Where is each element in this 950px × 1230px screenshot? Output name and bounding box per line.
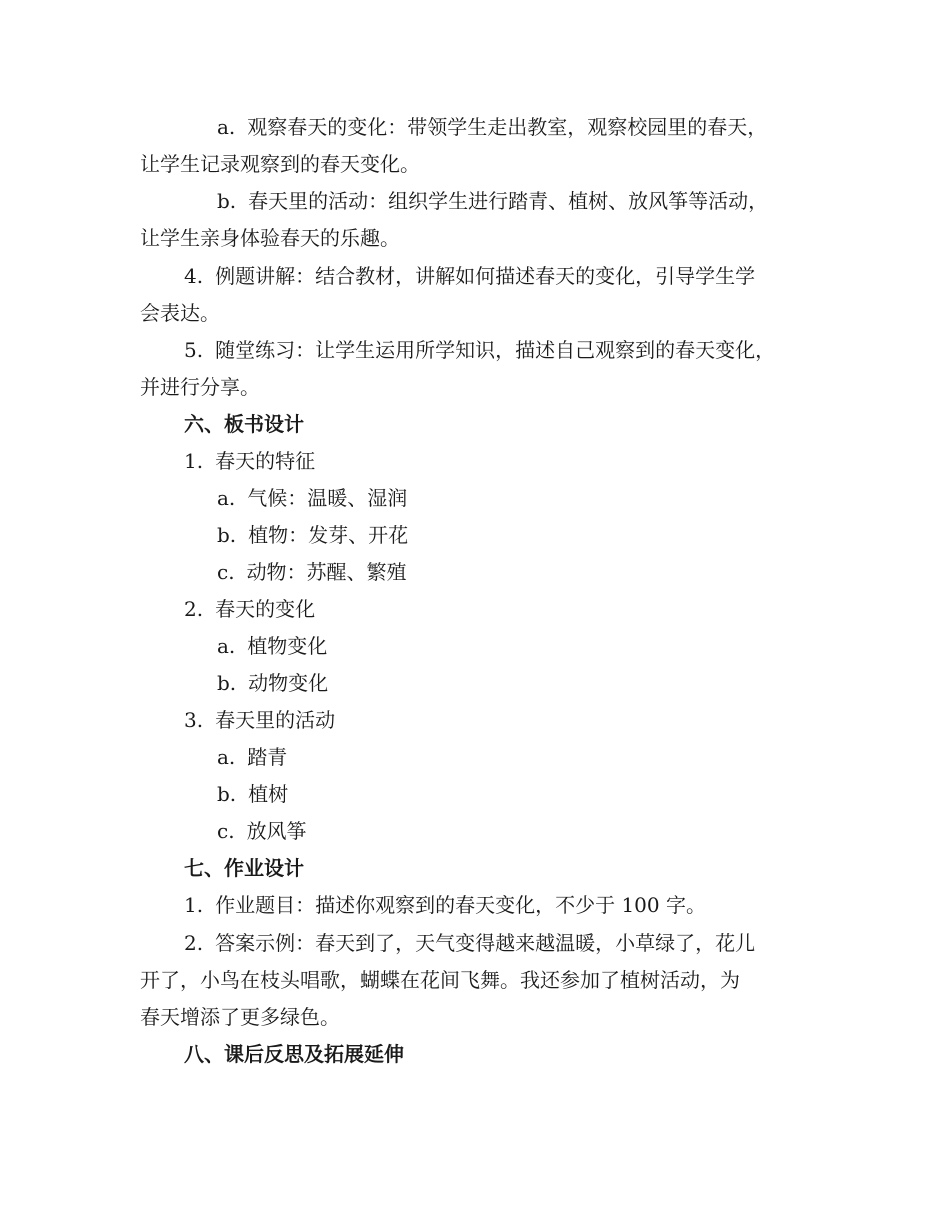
list-item-4-line1 — [184, 263, 755, 289]
board-item-3b — [217, 781, 288, 807]
board-group-2 — [184, 596, 315, 622]
list-text: 作业题目：描述你观察到的春天变化，不少于 100 字。 — [215, 893, 706, 917]
list-marker: a. — [217, 486, 236, 510]
list-marker: a. — [217, 634, 236, 658]
board-item-3a — [217, 744, 287, 770]
list-marker: 2. — [184, 597, 204, 621]
list-text: 答案示例：春天到了，天气变得越来越温暖，小草绿了，花儿 — [215, 931, 756, 955]
list-marker: c. — [217, 819, 235, 843]
homework-item-2-line3: 春天增添了更多绿色。 — [140, 1005, 340, 1029]
list-item-a-line1 — [217, 114, 767, 140]
list-marker: 3. — [184, 708, 204, 732]
list-text: 植物变化 — [247, 634, 328, 658]
board-item-2b — [217, 670, 328, 696]
list-marker: 5. — [184, 338, 204, 362]
list-text: 植物：发芽、开花 — [248, 523, 409, 547]
list-text: 例题讲解：结合教材，讲解如何描述春天的变化，引导学生学 — [215, 264, 756, 288]
list-marker: b. — [217, 523, 237, 547]
section-heading-reflection: 八、课后反思及拓展延伸 — [184, 1042, 404, 1066]
list-item-4-line2: 会表达。 — [140, 301, 220, 325]
list-item-5-line2: 并进行分享。 — [140, 375, 260, 399]
list-item-b-line1 — [217, 188, 768, 214]
homework-item-2-line2: 开了，小鸟在枝头唱歌，蝴蝶在花间飞舞。我还参加了植树活动，为 — [140, 968, 740, 992]
list-text: 春天里的活动：组织学生进行踏青、植树、放风筝等活动， — [248, 189, 769, 213]
board-item-3c — [217, 818, 307, 844]
board-item-1c — [217, 559, 407, 585]
list-marker: a. — [217, 115, 236, 139]
list-text: 动物：苏醒、繁殖 — [246, 560, 407, 584]
list-text: 春天里的活动 — [215, 708, 336, 732]
list-marker: 4. — [184, 264, 204, 288]
list-text: 春天的变化 — [215, 597, 316, 621]
section-heading-board-design: 六、板书设计 — [184, 412, 304, 436]
list-marker: a. — [217, 745, 236, 769]
list-text: 春天的特征 — [215, 449, 316, 473]
board-group-3 — [184, 707, 335, 733]
board-item-1b — [217, 522, 408, 548]
list-text: 踏青 — [247, 745, 288, 769]
list-text: 植树 — [248, 782, 289, 806]
list-text: 气候：温暖、湿润 — [247, 486, 408, 510]
list-text: 随堂练习：让学生运用所学知识，描述自己观察到的春天变化， — [215, 338, 776, 362]
section-heading-homework: 七、作业设计 — [184, 856, 304, 880]
list-marker: 1. — [184, 449, 204, 473]
list-item-5-line1 — [184, 337, 775, 363]
homework-item-1 — [184, 892, 706, 918]
list-text: 观察春天的变化：带领学生走出教室，观察校园里的春天， — [247, 115, 768, 139]
board-group-1 — [184, 448, 315, 474]
list-marker: 2. — [184, 931, 204, 955]
list-marker: b. — [217, 671, 237, 695]
list-marker: b. — [217, 189, 237, 213]
list-marker: c. — [217, 560, 235, 584]
homework-item-2-line1 — [184, 930, 755, 956]
list-text: 动物变化 — [248, 671, 329, 695]
list-marker: 1. — [184, 893, 204, 917]
list-text: 放风筝 — [246, 819, 307, 843]
board-item-1a — [217, 485, 407, 511]
board-item-2a — [217, 633, 327, 659]
list-item-a-line2: 让学生记录观察到的春天变化。 — [140, 152, 420, 176]
list-marker: b. — [217, 782, 237, 806]
list-item-b-line2: 让学生亲身体验春天的乐趣。 — [140, 226, 400, 250]
